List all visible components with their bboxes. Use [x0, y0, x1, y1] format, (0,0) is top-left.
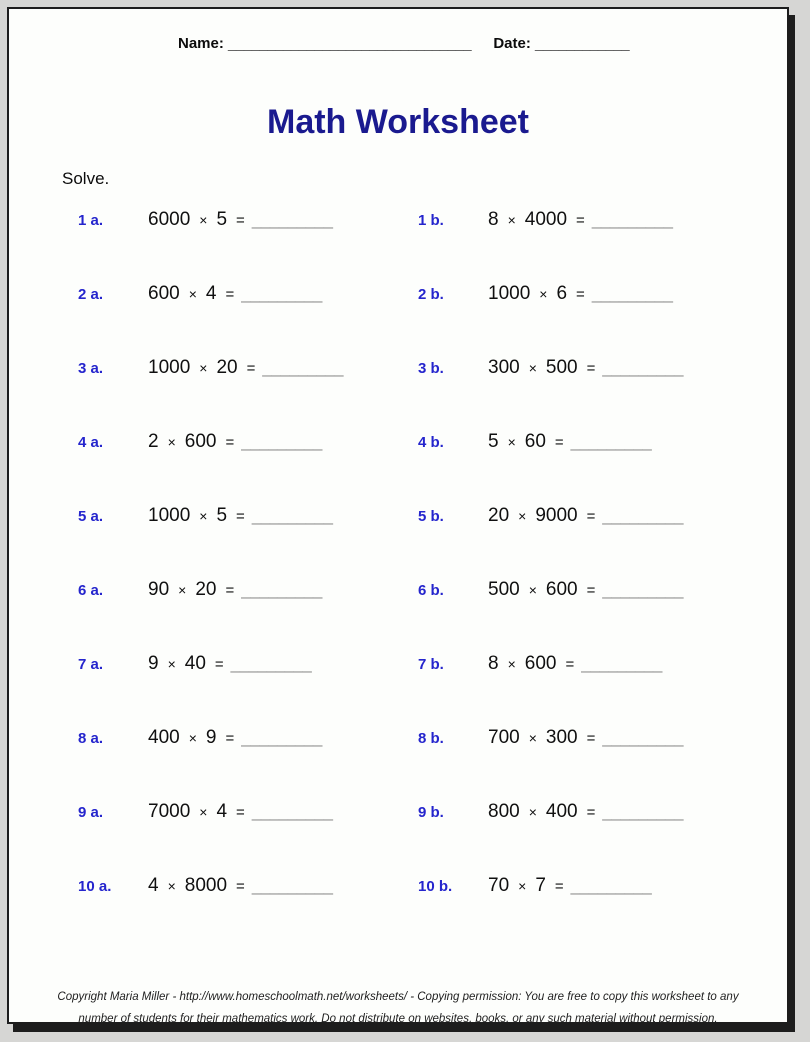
- problem-number: 9 b.: [418, 804, 444, 821]
- factor-2: 9000: [535, 505, 578, 526]
- factor-2: 500: [545, 357, 578, 378]
- problem-expression: [488, 727, 683, 749]
- factor-2: 20: [216, 357, 238, 378]
- equals-sign: =: [225, 582, 235, 599]
- factor-2: 600: [545, 579, 578, 600]
- date-blank-line: ____________: [535, 35, 630, 52]
- problem-number: 7 a.: [78, 656, 104, 673]
- answer-blank: _________: [241, 580, 322, 599]
- problem-2b: [418, 283, 672, 305]
- equals-sign: =: [225, 730, 235, 747]
- factor-1: 9: [148, 653, 159, 674]
- equals-sign: =: [236, 508, 245, 525]
- factor-2: 40: [184, 653, 206, 674]
- times-sign: ×: [178, 582, 187, 598]
- factor-2: 5: [216, 505, 228, 526]
- factor-2: 4: [216, 801, 228, 822]
- factor-1: 70: [488, 875, 510, 896]
- problem-2a: [78, 283, 418, 305]
- problem-1b: [418, 209, 672, 231]
- problem-expression: [488, 209, 672, 231]
- times-sign: ×: [199, 360, 208, 376]
- instruction-text: Solve.: [62, 169, 110, 188]
- factor-1: 6000: [148, 209, 191, 230]
- equals-sign: =: [586, 508, 596, 525]
- problem-row-10: [9, 875, 787, 949]
- times-sign: ×: [199, 508, 208, 524]
- problem-number: 4 b.: [418, 434, 444, 451]
- problem-number: 4 a.: [78, 434, 104, 451]
- problem-number: 3 a.: [78, 360, 104, 377]
- times-sign: ×: [528, 804, 537, 820]
- equals-sign: =: [554, 878, 564, 895]
- times-sign: ×: [507, 434, 516, 450]
- worksheet-page: [7, 7, 789, 1024]
- problem-9b: [418, 801, 683, 823]
- times-sign: ×: [167, 878, 176, 894]
- name-label: Name:: [178, 35, 224, 52]
- equals-sign: =: [214, 656, 224, 673]
- problem-number: 6 a.: [78, 582, 104, 599]
- problem-10a: [78, 875, 418, 897]
- problem-expression: [148, 209, 332, 231]
- problem-expression: [488, 653, 662, 675]
- problem-expression: [148, 357, 343, 379]
- problem-1a: [78, 209, 418, 231]
- equals-sign: =: [225, 286, 235, 303]
- problem-number: 8 a.: [78, 730, 104, 747]
- answer-blank: _________: [251, 210, 333, 229]
- problem-number: 3 b.: [418, 360, 444, 377]
- equals-sign: =: [576, 286, 585, 303]
- times-sign: ×: [528, 582, 537, 598]
- problem-8b: [418, 727, 683, 749]
- answer-blank: _________: [581, 654, 662, 673]
- factor-1: 1000: [148, 357, 191, 378]
- problem-expression: [488, 283, 672, 305]
- problem-number: 1 b.: [418, 212, 444, 229]
- date-label: Date:: [493, 35, 531, 52]
- times-sign: ×: [518, 508, 527, 524]
- equals-sign: =: [586, 804, 596, 821]
- problem-expression: [488, 431, 651, 453]
- factor-2: 7: [535, 875, 546, 896]
- problem-number: 1 a.: [78, 212, 104, 229]
- factor-2: 8000: [184, 875, 228, 896]
- problem-expression: [148, 727, 322, 749]
- problem-6b: [418, 579, 683, 601]
- problem-row-6: [9, 579, 787, 653]
- answer-blank: _________: [241, 728, 322, 747]
- factor-2: 300: [545, 727, 578, 748]
- problem-7b: [418, 653, 662, 675]
- equals-sign: =: [246, 360, 256, 377]
- problem-row-5: [9, 505, 787, 579]
- copyright-line-1: Copyright Maria Miller - http://www.homeschoolmath.net/worksheets/ - Copying permission: You are free to copy this worksheet to any: [57, 991, 739, 1003]
- times-sign: ×: [528, 360, 537, 376]
- answer-blank: _________: [251, 506, 333, 525]
- times-sign: ×: [167, 434, 176, 450]
- equals-sign: =: [236, 212, 245, 229]
- factor-1: 20: [488, 505, 510, 526]
- factor-2: 600: [184, 431, 217, 452]
- factor-1: 1000: [148, 505, 191, 526]
- problem-expression: [148, 505, 332, 527]
- problem-expression: [148, 653, 311, 675]
- factor-1: 8: [488, 209, 499, 230]
- problem-expression: [148, 579, 322, 601]
- problem-expression: [488, 801, 683, 823]
- problem-row-1: [9, 209, 787, 283]
- problem-expression: [148, 283, 322, 305]
- problem-10b: [418, 875, 651, 897]
- answer-blank: _________: [602, 580, 683, 599]
- times-sign: ×: [199, 212, 208, 228]
- times-sign: ×: [199, 804, 208, 820]
- factor-2: 400: [545, 801, 578, 822]
- problem-6a: [78, 579, 418, 601]
- times-sign: ×: [188, 286, 197, 302]
- answer-blank: _________: [602, 728, 683, 747]
- times-sign: ×: [518, 878, 527, 894]
- problem-9a: [78, 801, 418, 823]
- factor-1: 800: [488, 801, 520, 822]
- times-sign: ×: [539, 286, 548, 302]
- factor-1: 300: [488, 357, 520, 378]
- factor-2: 600: [524, 653, 557, 674]
- factor-1: 500: [488, 579, 520, 600]
- equals-sign: =: [576, 212, 585, 229]
- problem-number: 10 a.: [78, 878, 112, 895]
- factor-2: 20: [195, 579, 217, 600]
- problem-row-7: [9, 653, 787, 727]
- times-sign: ×: [507, 656, 516, 672]
- answer-blank: _________: [602, 802, 683, 821]
- problem-expression: [148, 801, 332, 823]
- factor-1: 2: [148, 431, 159, 452]
- factor-1: 7000: [148, 801, 191, 822]
- factor-1: 600: [148, 283, 180, 304]
- problem-7a: [78, 653, 418, 675]
- factor-2: 6: [556, 283, 568, 304]
- problem-number: 2 a.: [78, 286, 104, 303]
- problem-3a: [78, 357, 418, 379]
- times-sign: ×: [507, 212, 516, 228]
- equals-sign: =: [565, 656, 575, 673]
- problem-8a: [78, 727, 418, 749]
- problem-row-4: [9, 431, 787, 505]
- answer-blank: _________: [251, 876, 333, 895]
- equals-sign: =: [225, 434, 235, 451]
- problem-number: 9 a.: [78, 804, 104, 821]
- factor-1: 400: [148, 727, 180, 748]
- name-blank-line: _______________________________: [228, 35, 472, 52]
- factor-1: 1000: [488, 283, 531, 304]
- answer-blank: _________: [241, 432, 322, 451]
- problem-3b: [418, 357, 683, 379]
- problem-4b: [418, 431, 651, 453]
- times-sign: ×: [188, 730, 197, 746]
- equals-sign: =: [586, 360, 596, 377]
- problem-number: 10 b.: [418, 878, 453, 895]
- factor-1: 8: [488, 653, 499, 674]
- problem-number: 5 a.: [78, 508, 104, 525]
- problem-expression: [488, 505, 683, 527]
- factor-2: 9: [205, 727, 217, 748]
- answer-blank: _________: [602, 358, 683, 377]
- problem-5a: [78, 505, 418, 527]
- equals-sign: =: [236, 878, 245, 895]
- problem-number: 5 b.: [418, 508, 444, 525]
- equals-sign: =: [586, 582, 596, 599]
- factor-2: 4: [205, 283, 217, 304]
- problem-expression: [488, 579, 683, 601]
- factor-2: 4000: [524, 209, 568, 230]
- problem-number: 7 b.: [418, 656, 444, 673]
- factor-2: 5: [216, 209, 228, 230]
- problem-4a: [78, 431, 418, 453]
- problem-expression: [148, 431, 322, 453]
- copyright-footer: [9, 986, 787, 1030]
- name-date-row: [178, 35, 629, 52]
- answer-blank: _________: [591, 210, 673, 229]
- problem-row-2: [9, 283, 787, 357]
- problem-number: 8 b.: [418, 730, 444, 747]
- equals-sign: =: [554, 434, 564, 451]
- times-sign: ×: [528, 730, 537, 746]
- answer-blank: _________: [591, 284, 673, 303]
- problem-expression: [488, 357, 683, 379]
- factor-2: 60: [524, 431, 546, 452]
- problem-row-3: [9, 357, 787, 431]
- copyright-line-2: number of students for their mathematics work. Do not distribute on websites, books, or any such material without permission.: [78, 1013, 718, 1025]
- answer-blank: _________: [241, 284, 322, 303]
- page-title: Math Worksheet: [267, 103, 529, 141]
- problem-expression: [148, 875, 332, 897]
- times-sign: ×: [167, 656, 176, 672]
- answer-blank: _________: [262, 358, 343, 377]
- problem-number: 6 b.: [418, 582, 444, 599]
- answer-blank: _________: [570, 876, 652, 895]
- equals-sign: =: [586, 730, 596, 747]
- factor-1: 5: [488, 431, 499, 452]
- factor-1: 90: [148, 579, 170, 600]
- problem-number: 2 b.: [418, 286, 444, 303]
- problem-5b: [418, 505, 683, 527]
- equals-sign: =: [236, 804, 245, 821]
- problem-expression: [488, 875, 651, 897]
- problem-list: [9, 209, 787, 949]
- factor-1: 700: [488, 727, 520, 748]
- answer-blank: _________: [251, 802, 333, 821]
- factor-1: 4: [148, 875, 159, 896]
- answer-blank: _________: [230, 654, 312, 673]
- problem-row-8: [9, 727, 787, 801]
- answer-blank: _________: [570, 432, 652, 451]
- problem-row-9: [9, 801, 787, 875]
- answer-blank: _________: [602, 506, 683, 525]
